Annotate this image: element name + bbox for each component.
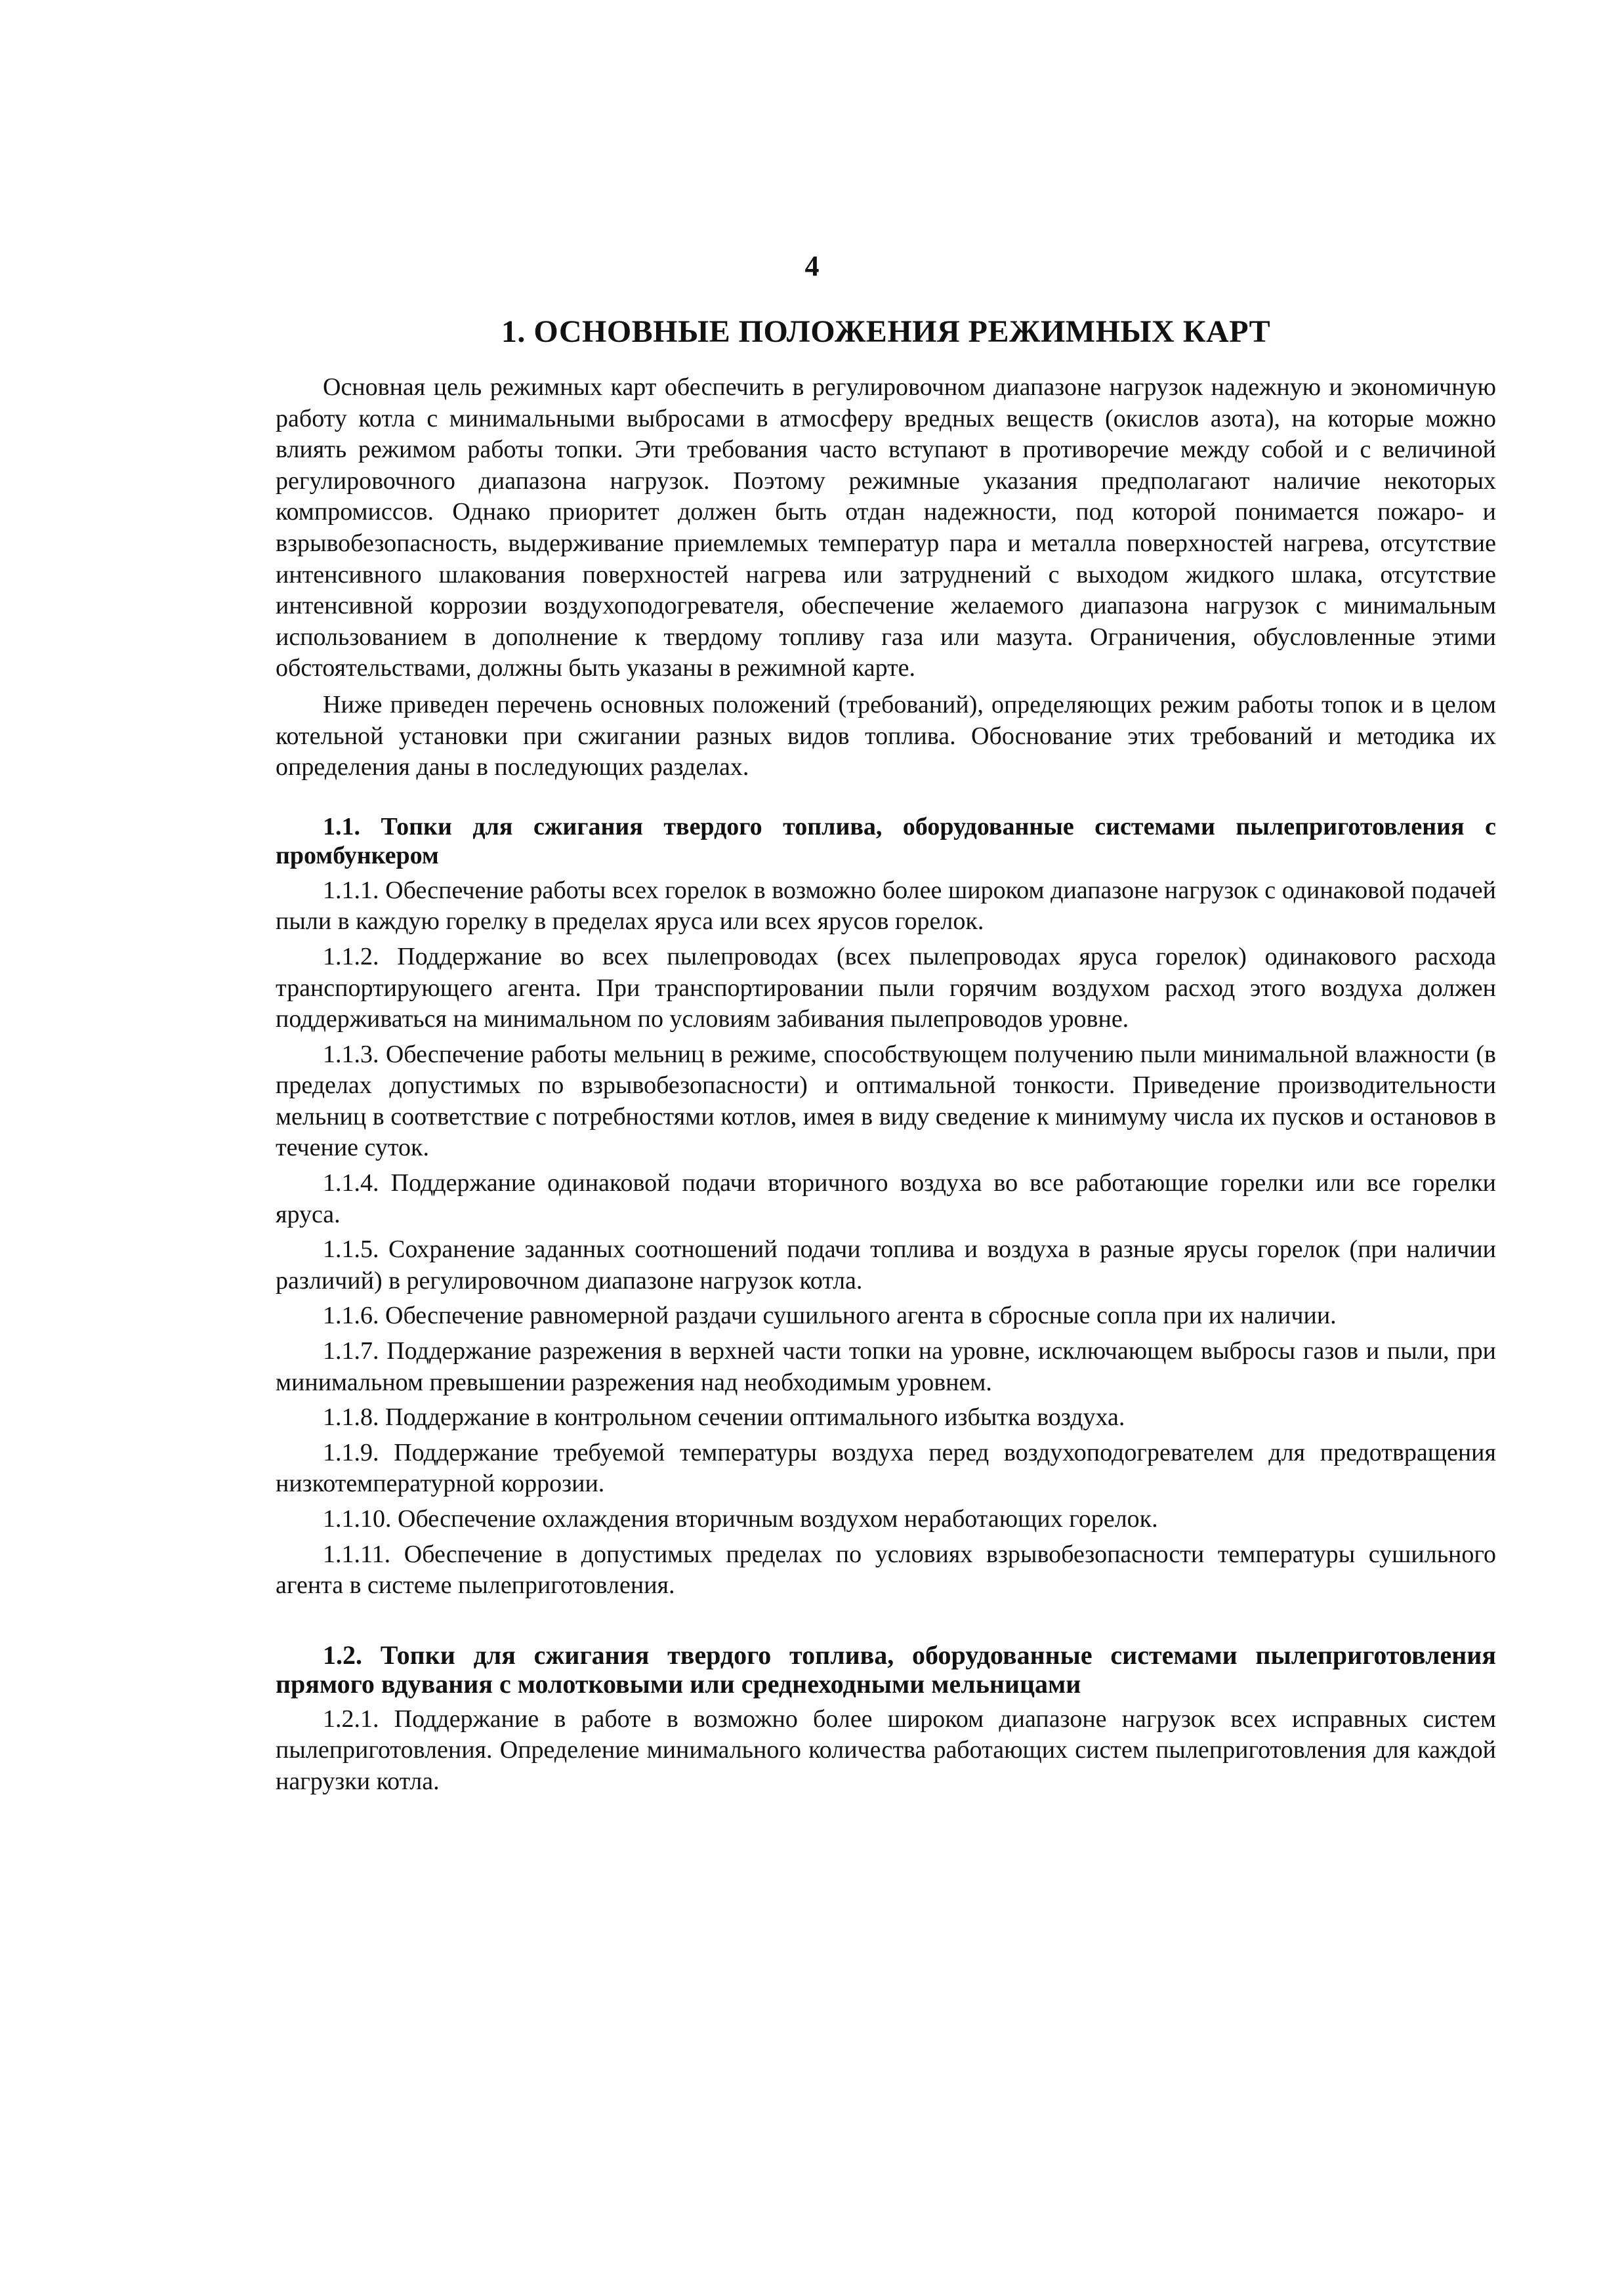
list-item-1-1-9: 1.1.9. Поддержание требуемой температуры воздуха перед воздухоподогревателем для предотвращения низкотемпературной коррозии.	[276, 1438, 1496, 1498]
list-item-1-2-1: 1.2.1. Поддержание в работе в возможно более широком диапазоне нагрузок всех исправных систем пылеприготовления. Определение минимального количества работающих систем пылеприготовления для каждой нагрузки котла.	[276, 1705, 1496, 1795]
section-1-2-heading: 1.2. Топки для сжигания твердого топлива, оборудованные системами пылеприготовления прямого вдувания с молотковыми или среднеходными мельницами	[276, 1640, 1496, 1699]
list-item-1-1-5: 1.1.5. Сохранение заданных соотношений подачи топлива и воздуха в разные ярусы горелок (при наличии различий) в регулировочном диапазоне нагрузок котла.	[276, 1235, 1496, 1295]
section-1-1-heading: 1.1. Топки для сжигания твердого топлива, оборудованные системами пылеприготовления с промбункером	[276, 812, 1496, 869]
intro-paragraph-2: Ниже приведен перечень основных положений (требований), определяющих режим работы топок и в целом котельной установки при сжигании разных видов топлива. Обоснование этих требований и методика их определения даны в последующих разделах.	[276, 690, 1496, 781]
page-number: 4	[804, 250, 820, 282]
list-item-1-1-8: 1.1.8. Поддержание в контрольном сечении оптимального избытка воздуха.	[323, 1403, 1125, 1432]
list-item-1-1-7: 1.1.7. Поддержание разрежения в верхней части топки на уровне, исключающем выбросы газов и пыли, при минимальном превышении разрежения над необходимым уровнем.	[276, 1337, 1496, 1396]
page-content	[276, 314, 1496, 1798]
list-item-1-1-10: 1.1.10. Обеспечение охлаждения вторичным воздухом неработающих горелок.	[323, 1505, 1158, 1533]
list-item-1-1-1: 1.1.1. Обеспечение работы всех горелок в возможно более широком диапазоне нагрузок с одинаковой подачей пыли в каждую горелку в пределах яруса или всех ярусов горелок.	[276, 876, 1496, 936]
list-item-1-1-11: 1.1.11. Обеспечение в допустимых пределах по условиях взрывобезопасности температуры сушильного агента в системе пылеприготовления.	[276, 1540, 1496, 1600]
document-title: 1. ОСНОВНЫЕ ПОЛОЖЕНИЯ РЕЖИМНЫХ КАРТ	[501, 314, 1271, 349]
list-item-1-1-2: 1.1.2. Поддержание во всех пылепроводах (всех пылепроводах яруса горелок) одинакового расхода транспортирующего агента. При транспортировании пыли горячим воздухом расход этого воздуха должен поддерживаться на минимальном по условиям забивания пылепроводов уровне.	[276, 942, 1496, 1033]
list-item-1-1-6: 1.1.6. Обеспечение равномерной раздачи сушильного агента в сбросные сопла при их наличии.	[323, 1302, 1337, 1330]
intro-paragraph-1: Основная цель режимных карт обеспечить в регулировочном диапазоне нагрузок надежную и экономичную работу котла с минимальными выбросами в атмосферу вредных веществ (окислов азота), на которые можно влиять режимом работы топки. Эти требования часто вступают в противоречие между собой и с величиной регулировочного диапазона нагрузок. Поэтому режимные указания предполагают наличие некоторых компромиссов. Однако приоритет должен быть отдан надежности, под которой понимается пожаро- и взрывобезопасность, выдерживание приемлемых температур пара и металла поверхностей нагрева, отсутствие интенсивного шлакования поверхностей нагрева или затруднений с выходом жидкого шлака, отсутствие интенсивной коррозии воздухоподогревателя, обеспечение желаемого диапазона нагрузок с минимальным использованием в дополнение к твердому топливу газа или мазута. Ограничения, обусловленные этими обстоятельствами, должны быть указаны в режимной карте.	[276, 373, 1496, 682]
list-item-1-1-4: 1.1.4. Поддержание одинаковой подачи вторичного воздуха во все работающие горелки или все горелки яруса.	[276, 1169, 1496, 1228]
list-item-1-1-3: 1.1.3. Обеспечение работы мельниц в режиме, способствующем получению пыли минимальной влажности (в пределах допустимых по взрывобезопасности) и оптимальной тонкости. Приведение производительности мельниц в соответствие с потребностями котлов, имея в виду сведение к минимуму числа их пусков и остановов в течение суток.	[276, 1040, 1496, 1162]
